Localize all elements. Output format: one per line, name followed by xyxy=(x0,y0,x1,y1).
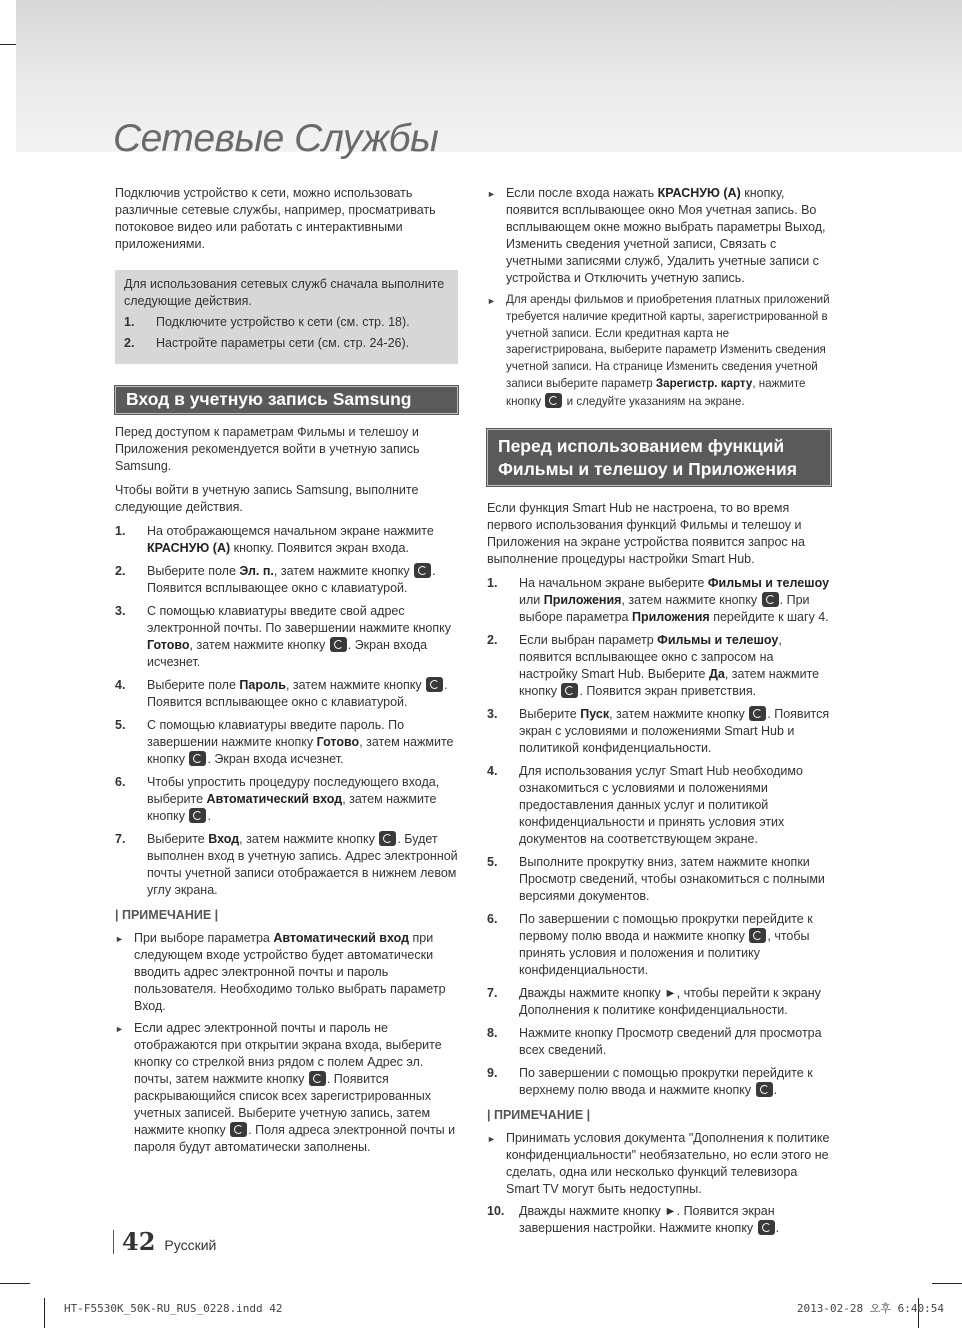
step-item xyxy=(487,1025,831,1059)
step-text: Выберите Вход, затем нажмите кнопку . Будет выполнен вход в учетную запись. Адрес электронной почты учетной записи отображается в нижнем левом углу экрана. xyxy=(147,832,458,898)
box-item-number: 2. xyxy=(124,336,135,350)
step-number: 5. xyxy=(487,855,498,870)
note-item xyxy=(487,292,831,411)
step-number: 10. xyxy=(487,1204,505,1219)
page-number-divider xyxy=(113,1230,114,1254)
step-text: Дважды нажмите кнопку ►. Появится экран завершения настройки. Нажмите кнопку . xyxy=(519,1204,780,1236)
crop-mark xyxy=(0,1283,30,1284)
page-number: 42 xyxy=(122,1227,156,1256)
note-item xyxy=(487,1130,831,1198)
step-text: По завершении с помощью прокрутки перейдите к верхнему полю ввода и нажмите кнопку . xyxy=(519,1066,813,1098)
step-item xyxy=(487,706,831,757)
step-text: На начальном экране выберите Фильмы и телешоу или Приложения, затем нажмите кнопку . При выборе параметра Приложения перейдите к шагу 4. xyxy=(519,576,830,625)
left-column xyxy=(115,185,458,1161)
step-item xyxy=(115,677,458,711)
step-item xyxy=(115,831,458,899)
step-number: 9. xyxy=(487,1066,498,1081)
box-item xyxy=(124,314,449,331)
step-number: 7. xyxy=(115,832,126,847)
step-text: Дважды нажмите кнопку ►, чтобы перейти к экрану Дополнения к политике конфиденциальности. xyxy=(519,986,821,1018)
triangle-bullet-icon: ► xyxy=(115,934,124,945)
footer-filename: HT-F5530K_50K-RU_RUS_0228.indd 42 xyxy=(64,1302,283,1315)
crop-mark xyxy=(932,1283,962,1284)
enter-key-icon xyxy=(330,637,347,652)
triangle-bullet-icon: ► xyxy=(487,296,496,306)
enter-key-icon xyxy=(749,928,766,943)
intro-paragraph: Если функция Smart Hub не настроена, то во время первого использования функций Фильмы и телешоу и Приложения на экране устройства появится запрос на выполнение процедуры настройки Smart Hub. xyxy=(487,501,806,567)
paragraph: Чтобы войти в учетную запись Samsung, выполните следующие действия. xyxy=(115,483,419,515)
step-item xyxy=(487,911,831,979)
enter-key-icon xyxy=(379,831,396,846)
box-item-text: Подключите устройство к сети (см. стр. 18). xyxy=(156,315,410,329)
box-item-number: 1. xyxy=(124,315,135,329)
step-number: 1. xyxy=(115,524,126,539)
paragraph: Перед доступом к параметрам Фильмы и телешоу и Приложения рекомендуется войти в учетную запись Samsung. xyxy=(115,425,420,474)
enter-key-icon xyxy=(189,751,206,766)
login-steps xyxy=(115,523,458,899)
step-number: 3. xyxy=(487,707,498,722)
step-text: Чтобы упростить процедуру последующего входа, выберите Автоматический вход, затем нажмите кнопку . xyxy=(147,775,440,824)
step-item xyxy=(115,774,458,825)
step-number: 1. xyxy=(487,576,498,591)
note-text: Принимать условия документа "Дополнения к политике конфиденциальности" необязательно, но если этого не сделать, одна или несколько функций телевизора Smart TV могут быть недоступны. xyxy=(506,1131,830,1197)
enter-key-icon xyxy=(561,683,578,698)
step-item xyxy=(115,717,458,768)
step-text: Выберите поле Пароль, затем нажмите кнопку . Появится всплывающее окно с клавиатурой. xyxy=(147,678,448,710)
enter-key-icon xyxy=(749,706,766,721)
step-number: 8. xyxy=(487,1026,498,1041)
step-number: 6. xyxy=(115,775,126,790)
step-text: На отображающемся начальном экране нажмите КРАСНУЮ (A) кнопку. Появится экран входа. xyxy=(147,524,434,556)
step-item xyxy=(487,1065,831,1099)
step-text: Выполните прокрутку вниз, затем нажмите кнопки Просмотр сведений, чтобы ознакомиться с полными версиями документов. xyxy=(519,855,825,904)
enter-key-icon xyxy=(545,393,562,408)
step-text: Выберите Пуск, затем нажмите кнопку . Появится экран с условиями и положениями Smart Hub и политикой конфиденциальности. xyxy=(519,707,830,756)
enter-key-icon xyxy=(758,1220,775,1235)
step-number: 4. xyxy=(115,678,126,693)
page-language: Русский xyxy=(164,1237,217,1253)
note-item xyxy=(487,185,831,287)
triangle-bullet-icon: ► xyxy=(487,189,496,199)
step-text: С помощью клавиатуры введите пароль. По завершении нажмите кнопку Готово, затем нажмите кнопку . Экран входа исчезнет. xyxy=(147,718,454,767)
box-item xyxy=(124,335,449,352)
note-heading: | ПРИМЕЧАНИЕ | xyxy=(487,1108,591,1123)
note-text: Если после входа нажать КРАСНУЮ (A) кнопку, появится всплывающее окно Моя учетная запись. Во всплывающем окне можно выбрать параметры Выход, Изменить сведения учетной записи, Связать с учетными записями служб, Удалить учетные записи с устройства и Отключить учетную запись. xyxy=(506,186,826,285)
step-text: Для использования услуг Smart Hub необходимо ознакомиться с условиями и положениями предоставления данных услуг и политикой конфиденциальности и принять условия этих документов на соответствующем экране. xyxy=(519,764,803,847)
step-text: Выберите поле Эл. п., затем нажмите кнопку . Появится всплывающее окно с клавиатурой. xyxy=(147,564,436,596)
step-text: Нажмите кнопку Просмотр сведений для просмотра всех сведений. xyxy=(519,1026,822,1058)
box-item-text: Настройте параметры сети (см. стр. 24-26). xyxy=(156,336,410,350)
step-number: 5. xyxy=(115,718,126,733)
section-heading-before-use: Перед использованием функций Фильмы и телешоу и Приложения xyxy=(487,429,831,487)
notes-list xyxy=(487,1130,831,1198)
step-item xyxy=(487,854,831,905)
step-item xyxy=(487,985,831,1019)
step-item xyxy=(487,1203,831,1237)
page-number-block xyxy=(113,1226,216,1259)
account-notes-list xyxy=(487,185,831,287)
enter-key-icon xyxy=(762,592,779,607)
step-text: С помощью клавиатуры введите свой адрес электронной почты. По завершении нажмите кнопку Готово, затем нажмите кнопку . Экран входа исчезнет. xyxy=(147,604,451,670)
step-item xyxy=(115,563,458,597)
prerequisite-box xyxy=(115,270,458,364)
step-item xyxy=(115,523,458,557)
step-number: 7. xyxy=(487,986,498,1001)
step-item xyxy=(487,763,831,848)
account-notes-list-small xyxy=(487,292,831,411)
step-item xyxy=(487,632,831,700)
crop-mark xyxy=(44,1298,45,1328)
setup-steps xyxy=(487,575,831,1099)
section-heading-samsung-account: Вход в учетную запись Samsung xyxy=(115,386,458,414)
note-heading: | ПРИМЕЧАНИЕ | xyxy=(115,908,219,923)
step-number: 2. xyxy=(487,633,498,648)
enter-key-icon xyxy=(756,1082,773,1097)
setup-steps-final xyxy=(487,1203,831,1237)
enter-key-icon xyxy=(414,563,431,578)
enter-key-icon xyxy=(230,1122,247,1137)
intro-paragraph: Подключив устройство к сети, можно использовать различные сетевые службы, например, просматривать потоковое видео или работать с интерактивными приложениями. xyxy=(115,186,436,251)
step-text: Если выбран параметр Фильмы и телешоу, появится всплывающее окно с запросом на настройку Smart Hub. Выберите Да, затем нажмите кнопку . Появится экран приветствия. xyxy=(519,633,820,699)
enter-key-icon xyxy=(189,808,206,823)
note-text: Если адрес электронной почты и пароль не отображаются при открытии экрана входа, выберите кнопку со стрелкой вниз рядом с полем Адрес эл. почты, затем нажмите кнопку . Появится раскрывающийся список всех зарегистрированных учетных записей. Выберите учетную запись, затем нажмите кнопку . Поля адреса электронной почты и пароля будут автоматически заполнены. xyxy=(134,1021,456,1155)
note-text: Для аренды фильмов и приобретения платных приложений требуется наличие кредитной карты, зарегистрированной в учетной записи. Если кредитная карта не зарегистрирована, выберите параметр Изменить сведения учетной записи. На странице Изменить сведения учетной записи выберите параметр Зарегистр. карту, нажмите кнопку и следуйте указаниям на экране. xyxy=(506,293,830,408)
notes-list xyxy=(115,930,458,1156)
note-item xyxy=(115,930,458,1015)
step-text: По завершении с помощью прокрутки перейдите к первому полю ввода и нажмите кнопку , чтобы принять условия и положения и политику конфиденциальности. xyxy=(519,912,813,978)
page-title: Сетевые Службы xyxy=(113,117,439,160)
right-column xyxy=(487,185,831,1243)
step-item xyxy=(115,603,458,671)
triangle-bullet-icon: ► xyxy=(487,1134,496,1145)
step-number: 6. xyxy=(487,912,498,927)
step-number: 2. xyxy=(115,564,126,579)
footer-timestamp: 2013-02-28 오후 6:40:54 xyxy=(796,1302,944,1315)
triangle-bullet-icon: ► xyxy=(115,1024,124,1035)
enter-key-icon xyxy=(426,677,443,692)
step-number: 4. xyxy=(487,764,498,779)
step-number: 3. xyxy=(115,604,126,619)
enter-key-icon xyxy=(309,1071,326,1086)
note-item xyxy=(115,1020,458,1156)
step-item xyxy=(487,575,831,626)
box-intro: Для использования сетевых служб сначала выполните следующие действия. xyxy=(124,277,445,308)
note-text: При выборе параметра Автоматический вход при следующем входе устройство будет автоматически вводить адрес электронной почты и пароль пользователя. Необходимо только выбрать параметр Вход. xyxy=(134,931,446,1014)
